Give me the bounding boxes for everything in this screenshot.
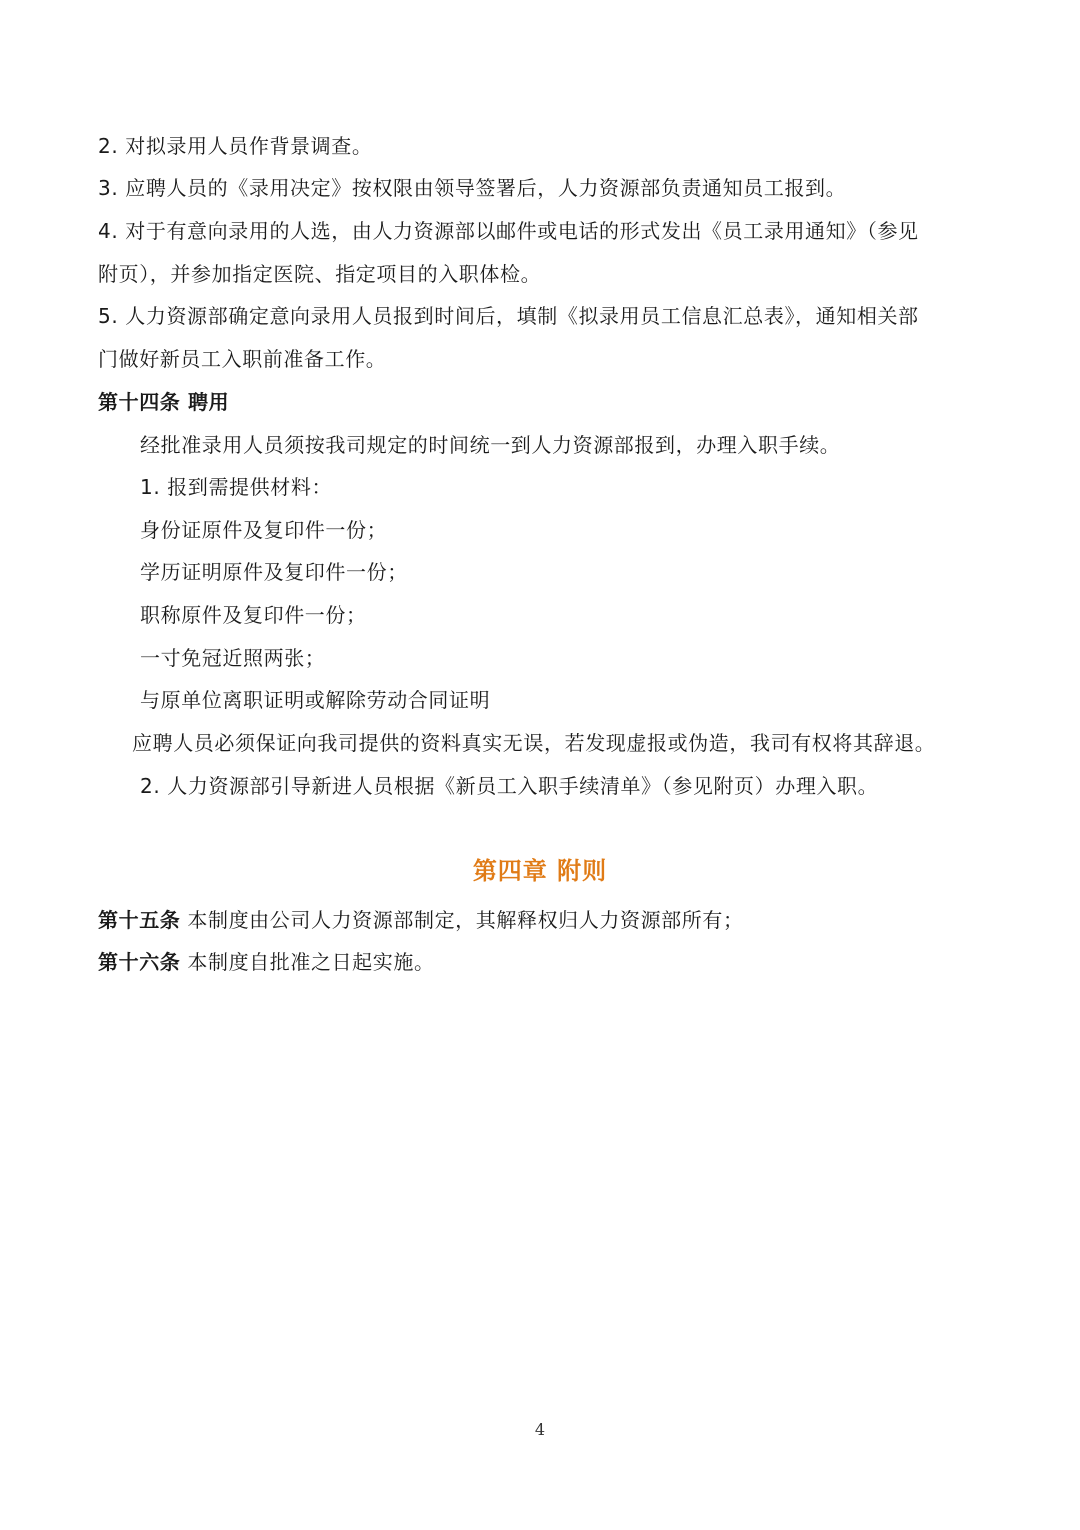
material-item: 身份证原件及复印件一份；: [140, 518, 388, 542]
article-16-label: 第十六条: [98, 950, 181, 974]
article-15-label: 第十五条: [98, 908, 181, 932]
material-item: 职称原件及复印件一份；: [140, 603, 367, 627]
article-15-text: 本制度由公司人力资源部制定，其解释权归人力资源部所有；: [180, 908, 744, 932]
item-4-line-2: 附页），并参加指定医院、指定项目的入职体检。: [98, 262, 542, 286]
material-item: 学历证明原件及复印件一份；: [140, 560, 408, 584]
article-14-heading: 第十四条 聘用: [98, 390, 230, 414]
page-number: 4: [534, 1420, 546, 1439]
article-16: [98, 948, 435, 976]
chapter-4-title: 第四章 附则: [472, 857, 608, 885]
material-item: 一寸免冠近照两张；: [140, 646, 326, 670]
guarantee-statement: 应聘人员必须保证向我司提供的资料真实无误，若发现虚报或伪造，我司有权将其辞退。: [132, 731, 936, 755]
article-14-intro: 经批准录用人员须按我司规定的时间统一到人力资源部报到，办理入职手续。: [140, 433, 841, 457]
material-item: 与原单位离职证明或解除劳动合同证明: [140, 688, 491, 712]
article-15: [98, 906, 744, 934]
item-2: 2. 对拟录用人员作背景调查。: [98, 134, 373, 158]
item-5-line-2: 门做好新员工入职前准备工作。: [98, 347, 387, 371]
item-4-line-1: 4. 对于有意向录用的人选，由人力资源部以邮件或电话的形式发出《员工录用通知》（参见: [98, 219, 919, 243]
onboarding-guide: 2. 人力资源部引导新进人员根据《新员工入职手续清单》（参见附页）办理入职。: [140, 774, 879, 798]
item-5-line-1: 5. 人力资源部确定意向录用人员报到时间后，填制《拟录用员工信息汇总表》，通知相关部: [98, 304, 919, 328]
materials-title: 1. 报到需提供材料：: [140, 475, 333, 499]
item-3: 3. 应聘人员的《录用决定》按权限由领导签署后，人力资源部负责通知员工报到。: [98, 176, 847, 200]
article-16-text: 本制度自批准之日起实施。: [180, 950, 435, 974]
